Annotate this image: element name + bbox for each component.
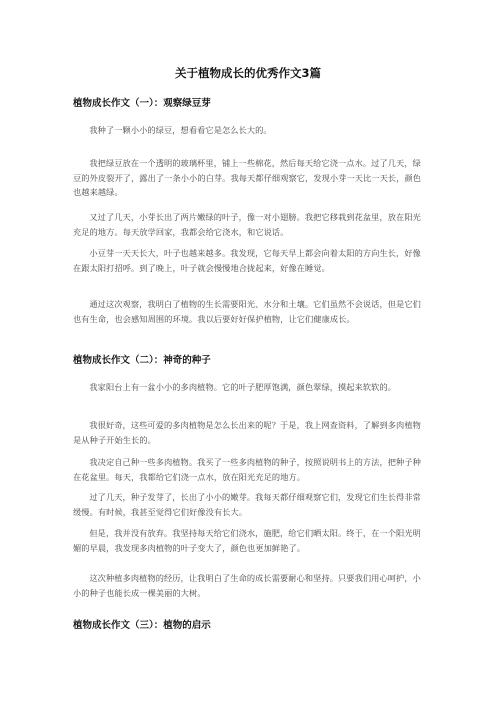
paragraph: 小豆芽一天天长大，叶子也越来越多。我发现，它每天早上都会向着太阳的方向生长，好像在跟太阳打招呼。到了晚上，叶子就会慢慢地合拢起来，好像在睡觉。	[73, 248, 421, 273]
paragraph: 又过了几天，小芽长出了两片嫩绿的叶子，像一对小翅膀。我把它移栽到花盆里，放在阳光充足的地方。每天放学回家，我都会给它浇水，和它说话。	[73, 212, 421, 237]
paragraph: 但是，我并没有放弃。我坚持每天给它们浇水，施肥，给它们晒太阳。终于，在一个阳光明媚的早晨，我发现多肉植物的叶子变大了，颜色也更加鲜艳了。	[73, 528, 421, 553]
section-heading-3: 植物成长作文（三）：植物的启示	[73, 620, 211, 631]
paragraph: 我决定自己种一些多肉植物。我买了一些多肉植物的种子，按照说明书上的方法，把种子种在花盆里。每天，我都给它们浇一点水，放在阳光充足的地方。	[73, 457, 421, 482]
paragraph: 我家阳台上有一盆小小的多肉植物。它的叶子肥厚饱满，颜色翠绿，摸起来软软的。	[89, 382, 397, 392]
paragraph: 过了几天，种子发芽了，长出了小小的嫩芽。我每天都仔细观察它们，发现它们生长得非常缓慢。有时候，我甚至觉得它们好像没有长大。	[73, 492, 421, 517]
paragraph: 我很好奇，这些可爱的多肉植物是怎么长出来的呢？于是，我上网查资料，了解到多肉植物是从种子开始生长的。	[73, 420, 421, 445]
paragraph: 通过这次观察，我明白了植物的生长需要阳光、水分和土壤。它们虽然不会说话，但是它们也有生命，也会感知周围的环境。我以后要好好保护植物，让它们健康成长。	[73, 299, 421, 324]
paragraph: 我种了一颗小小的绿豆，想看看它是怎么长大的。	[89, 125, 272, 135]
section-heading-1: 植物成长作文（一）：观察绿豆芽	[73, 98, 211, 109]
paragraph: 这次种植多肉植物的经历，让我明白了生命的成长需要耐心和坚持。只要我们用心呵护，小小的种子也能长成一棵美丽的大树。	[73, 573, 421, 598]
paragraph: 我把绿豆放在一个透明的玻璃杯里，铺上一些棉花，然后每天给它浇一点水。过了几天，绿豆的外皮裂开了，露出了一条小小的白芽。我每天都仔细观察它，发现小芽一天比一天长，颜色也越来越绿。	[73, 158, 422, 197]
document-title: 关于植物成长的优秀作文3篇	[174, 66, 321, 80]
section-heading-2: 植物成长作文（二）：神奇的种子	[73, 355, 211, 366]
